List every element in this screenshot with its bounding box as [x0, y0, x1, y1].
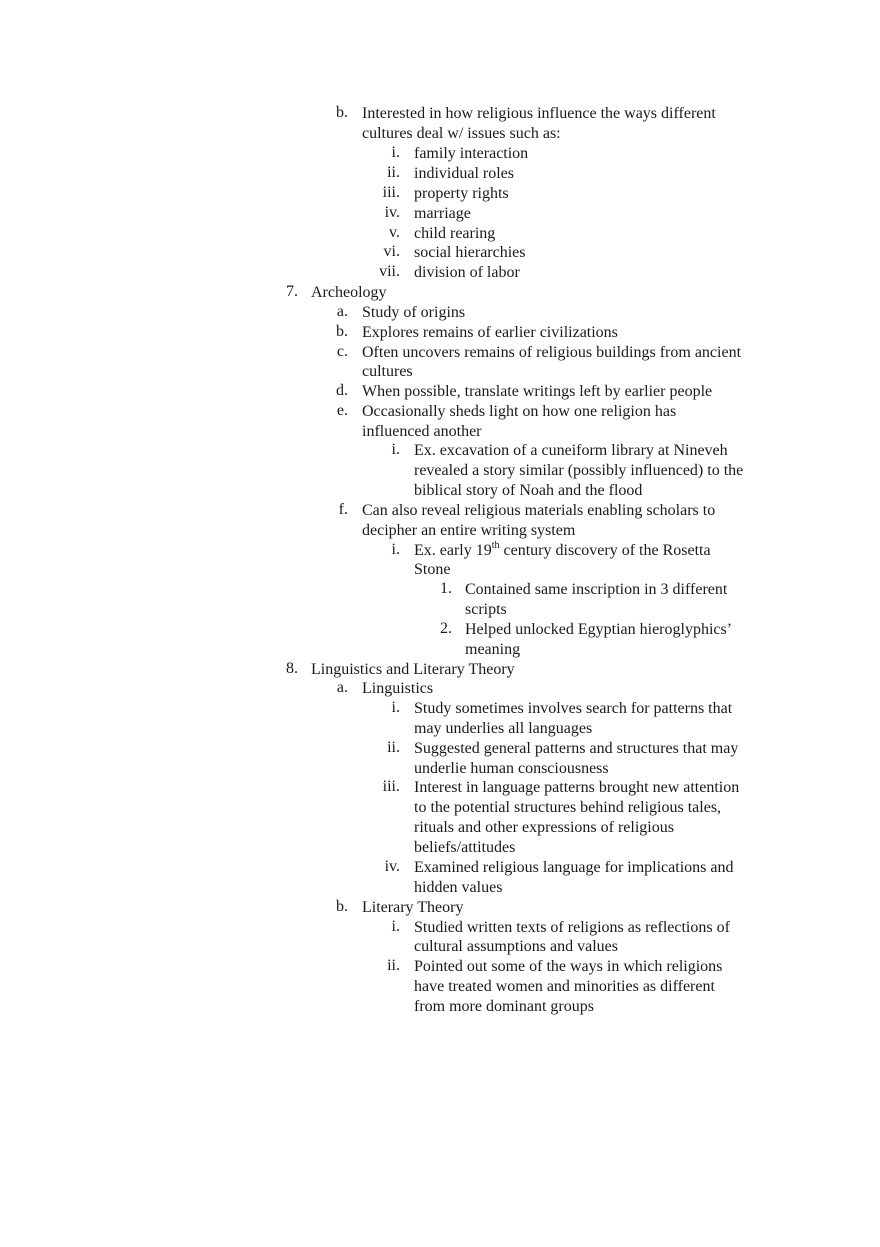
list-item-text: revealed a story similar (possibly influenced) to the: [414, 462, 744, 479]
list-item-text: decipher an entire writing system: [362, 522, 576, 539]
list-marker: vi.: [383, 243, 400, 260]
section-heading: Linguistics and Literary Theory: [311, 661, 515, 678]
list-item-text: marriage: [414, 205, 471, 222]
list-item-text: biblical story of Noah and the flood: [414, 482, 643, 499]
list-marker: iii.: [382, 184, 400, 201]
list-marker: iii.: [382, 778, 400, 795]
list-marker: i.: [391, 441, 400, 458]
list-item-text: beliefs/attitudes: [414, 839, 516, 856]
list-item-text: Interested in how religious influence the ways different: [362, 105, 716, 122]
list-item-text: Linguistics: [362, 680, 434, 697]
list-item-text: influenced another: [362, 423, 482, 440]
list-item-text: property rights: [414, 185, 509, 202]
list-item-text: individual roles: [414, 165, 514, 182]
list-item-text: meaning: [465, 641, 521, 658]
list-item-text: Can also reveal religious materials enabling scholars to: [362, 502, 716, 519]
superscript: th: [491, 540, 500, 551]
list-marker: v.: [389, 224, 400, 241]
list-item-text: rituals and other expressions of religious: [414, 819, 674, 836]
list-marker: ii.: [387, 957, 400, 974]
list-item-text: Ex. excavation of a cuneiform library at Nineveh: [414, 442, 728, 459]
list-item-text: to the potential structures behind religious tales,: [414, 799, 722, 816]
list-item-text: Stone: [414, 561, 451, 578]
list-item-text: Literary Theory: [362, 899, 464, 916]
list-marker: a.: [336, 303, 348, 320]
list-marker: iv.: [384, 858, 400, 875]
list-item-text: cultures deal w/ issues such as:: [362, 125, 561, 142]
list-item-text: family interaction: [414, 145, 529, 162]
list-marker: vii.: [379, 263, 400, 280]
list-item-text: Occasionally sheds light on how one religion has: [362, 403, 677, 420]
list-marker: ii.: [387, 739, 400, 756]
list-marker: f.: [338, 501, 348, 518]
list-item-text: child rearing: [414, 225, 496, 242]
list-marker: ii.: [387, 164, 400, 181]
list-marker: 1.: [440, 580, 452, 597]
list-item-text: underlie human consciousness: [414, 760, 609, 777]
list-marker: iv.: [384, 204, 400, 221]
list-item-text: Interest in language patterns brought new attention: [414, 779, 740, 796]
list-item-text: Study sometimes involves search for patterns that: [414, 700, 733, 717]
list-marker: i.: [391, 699, 400, 716]
list-marker: a.: [336, 679, 348, 696]
list-item-text: Suggested general patterns and structures that may: [414, 740, 739, 757]
list-marker: c.: [336, 343, 348, 360]
list-marker: i.: [391, 541, 400, 558]
list-marker: 2.: [440, 620, 452, 637]
list-item-text: cultural assumptions and values: [414, 938, 618, 955]
list-marker: b.: [336, 104, 348, 121]
list-item-text: Helped unlocked Egyptian hieroglyphics’: [465, 621, 733, 638]
list-item-text: Explores remains of earlier civilizations: [362, 324, 618, 341]
list-item-text: Pointed out some of the ways in which religions: [414, 958, 723, 975]
list-marker: d.: [336, 382, 348, 399]
list-item-text: Ex. early 19th century discovery of the Rosetta: [414, 540, 711, 559]
list-marker: 7.: [286, 283, 298, 300]
list-item-text: social hierarchies: [414, 244, 526, 261]
list-marker: 8.: [286, 660, 298, 677]
list-marker: i.: [391, 918, 400, 935]
list-marker: i.: [391, 144, 400, 161]
list-item-text: division of labor: [414, 264, 520, 281]
list-item-text: cultures: [362, 363, 413, 380]
list-marker: e.: [336, 402, 348, 419]
list-marker: b.: [336, 898, 348, 915]
list-item-text: hidden values: [414, 879, 503, 896]
list-item-text: When possible, translate writings left by earlier people: [362, 383, 713, 400]
list-item-text: scripts: [465, 601, 507, 618]
list-item-text: Examined religious language for implications and: [414, 859, 734, 876]
list-item-text: Often uncovers remains of religious buildings from ancient: [362, 344, 742, 361]
list-item-text: may underlies all languages: [414, 720, 593, 737]
list-item-text: from more dominant groups: [414, 998, 594, 1015]
list-item-text: Studied written texts of religions as reflections of: [414, 919, 730, 936]
section-heading: Archeology: [311, 284, 387, 301]
list-marker: b.: [336, 323, 348, 340]
list-item-text: Study of origins: [362, 304, 466, 321]
list-item-text: Contained same inscription in 3 different: [465, 581, 728, 598]
list-item-text: have treated women and minorities as different: [414, 978, 715, 995]
